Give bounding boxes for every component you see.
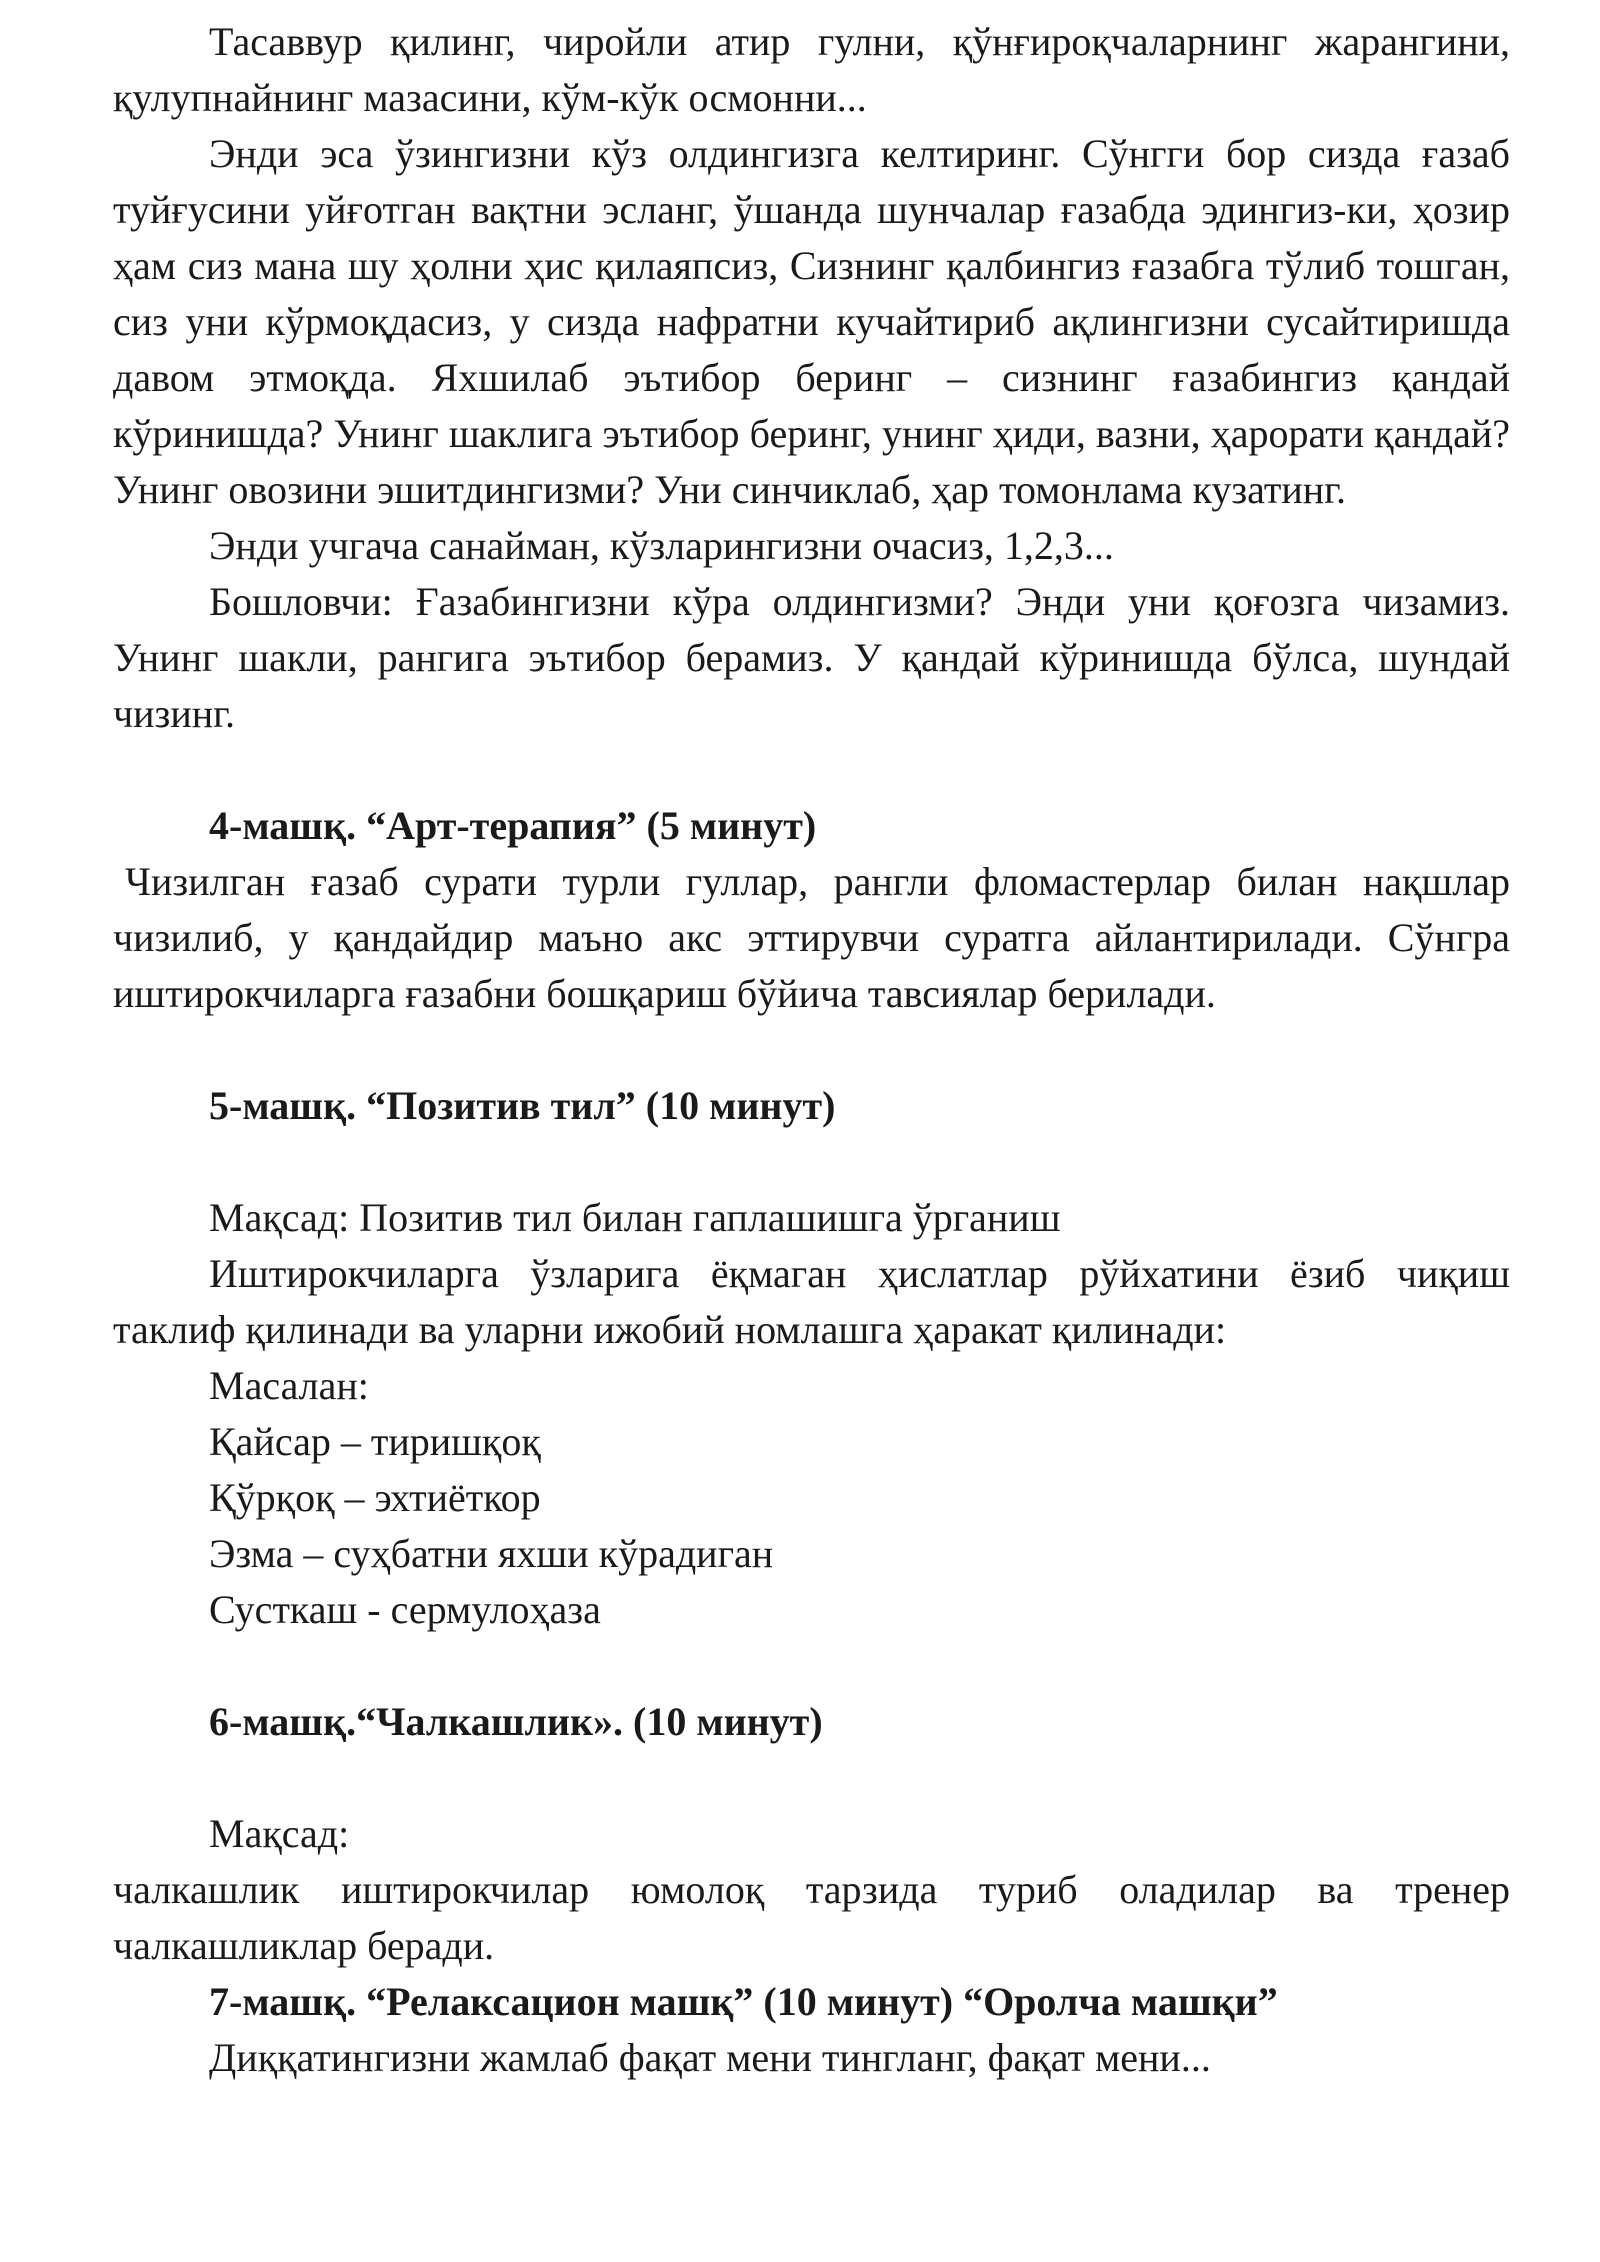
exercise-6-goal: Мақсад: xyxy=(209,1811,350,1856)
exercise-4-text: Чизилган ғазаб сурати турли гуллар, рангли фломастерлар билан нақшлар чизилиб, у қандайдир маъно акс эттирувчи суратга айлантирилади. Сўнгра иштирокчиларга ғазабни бошқариш бўйича тавсиялар берилади. xyxy=(113,859,1510,1016)
paragraph-imagine: Тасаввур қилинг, чиройли атир гулни, қўнғироқчаларнинг жарангини, қулупнайнинг мазасини, кўм-кўк осмонни... xyxy=(113,19,1510,120)
exercise-5-text: Иштирокчиларга ўзларига ёқмаган ҳислатлар рўйхатини ёзиб чиқиш таклиф қилинади ва уларни ижобий номлашга ҳаракат қилинади: xyxy=(113,1251,1510,1352)
exercise-6-text: чалкашлик иштирокчилар юмолоқ тарзида туриб оладилар ва тренер чалкашликлар беради. xyxy=(113,1867,1510,1968)
exercise-5-example-item: Сусткаш - сермулоҳаза xyxy=(209,1587,601,1632)
exercise-4-heading: 4-машқ. “Арт-терапия” (5 минут) xyxy=(209,803,817,848)
paragraph-anger-visualization: Энди эса ўзингизни кўз олдингизга келтиринг. Сўнгги бор сизда ғазаб туйғусини уйғотган вақтни эсланг, ўшанда шунчалар ғазабда эдингиз-ки, ҳозир ҳам сиз мана шу ҳолни ҳис қилаяпсиз, Сизнинг қалбингиз ғазабга тўлиб тошган, сиз уни кўрмоқдасиз, у сизда нафратни кучайтириб ақлингизни сусайтиришда давом этмоқда. Яхшилаб эътибор беринг – сизнинг ғазабингиз қандай кўринишда? Унинг шаклига эътибор беринг, унинг ҳиди, вазни, ҳарорати қандай? Унинг овозини эшитдингизми? Уни синчиклаб, ҳар томонлама кузатинг. xyxy=(113,131,1510,512)
exercise-5-example-item: Қўрқоқ – эхтиёткор xyxy=(209,1475,541,1520)
paragraph-leader: Бошловчи: Ғазабингизни кўра олдингизми? Энди уни қоғозга чизамиз. Унинг шакли, рангига эътибор берамиз. У қандай кўринишда бўлса, шундай чизинг. xyxy=(113,579,1510,736)
exercise-5-example-item: Қайсар – тиришқоқ xyxy=(209,1419,541,1464)
exercise-5-example-item: Эзма – суҳбатни яхши кўрадиган xyxy=(209,1531,774,1576)
document-page xyxy=(113,14,1510,2086)
exercise-6-heading: 6-машқ.“Чалкашлик». (10 минут) xyxy=(209,1699,823,1744)
exercise-5-goal: Мақсад: Позитив тил билан гаплашишга ўрганиш xyxy=(209,1195,1061,1240)
exercise-7-text: Диққатингизни жамлаб фақат мени тингланг, фақат мени... xyxy=(209,2035,1211,2080)
exercise-5-example-label: Масалан: xyxy=(209,1363,369,1408)
exercise-7-heading: 7-машқ. “Релаксацион машқ” (10 минут) “Оролча машқи” xyxy=(209,1979,1278,2024)
exercise-5-heading: 5-машқ. “Позитив тил” (10 минут) xyxy=(209,1083,836,1128)
paragraph-count: Энди учгача санайман, кўзларингизни очасиз, 1,2,3... xyxy=(209,523,1114,568)
